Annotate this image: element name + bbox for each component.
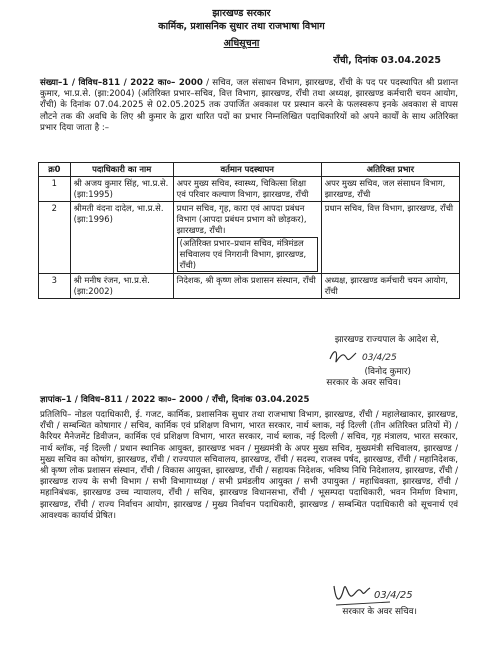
- department-title: कार्मिक, प्रशासनिक सुधार तथा राजभाषा विभाग: [158, 21, 325, 32]
- signature-date-2: 03/4/25: [374, 590, 413, 601]
- cell-posting: अपर मुख्य सचिव, स्वास्थ्य, चिकित्सा शिक्षा एवं परिवार कल्याण विभाग, झारखण्ड, राँची: [173, 177, 321, 202]
- table-header-row: [39, 163, 460, 177]
- memo-body: प्रतिलिपि– नोडल पदाधिकारी, ई. गजट, कार्मिक, प्रशासनिक सुधार तथा राजभाषा विभाग, झारखण्ड, राँची / महालेखाकार, झारखण्ड, राँची / सम्बन्धित कोषागार / सचिव, कार्मिक एवं प्रशिक्षण विभाग, भारत सरकार, नार्थ ब्लाक, नई दिल्ली (तीन अतिरिक्त प्रतियों में) / कैरियर मैनेजमेंट डिवीजन, कार्मिक एवं प्रशिक्षण विभाग, भारत सरकार, नार्थ ब्लाक, नई दिल्ली / सचिव, गृह मंत्रालय, भारत सरकार, नार्थ ब्लॉक, नई दिल्ली / प्रधान स्थानिक आयुक्त, झारखण्ड भवन / मुख्यमंत्री के अपर मुख्य सचिव, मुख्यमंत्री सचिवालय, झारखण्ड / मुख्य सचिव का कोषांग, झारखण्ड, राँची / राज्यपाल सचिवालय, झारखण्ड, राँची / सदस्य, राजस्व पर्षद, झारखण्ड, राँची / महानिदेशक, श्री कृष्ण लोक प्रशासन संस्थान, राँची / विकास आयुक्त, झारखण्ड, राँची / सहायक निदेशक, भविष्य निधि निदेशालय, झारखण्ड, राँची / झारखण्ड राज्य के सभी विभाग / सभी विभागाध्यक्ष / सभी प्रमंडलीय आयुक्त / सभी उपायुक्त / महाधिवक्ता, झारखण्ड, राँची / महानिबंधक, झारखण्ड उच्च न्यायालय, राँची / सचिव, झारखण्ड विधानसभा, राँची / भूसम्पदा पदाधिकारी, भवन निर्माण विभाग, झारखण्ड, राँची / राज्य निर्वाचन आयोग, झारखण्ड / मुख्य निर्वाचन पदाधिकारी, झारखण्ड / सम्बन्धित पदाधिकारी को सूचनार्थ एवं आवश्यक कार्यार्थ प्रेषित।: [40, 410, 458, 521]
- cell-sno: 1: [39, 177, 71, 202]
- cell-charge: अध्यक्ष, झारखण्ड कर्मचारी चयन आयोग, राँची: [321, 274, 459, 299]
- cell-name: श्रीमती वंदना दादेल, भा.प्र.से. (झा:1996): [70, 202, 173, 274]
- handwritten-signature-1: [326, 345, 398, 367]
- notification-heading: अधिसूचना: [223, 38, 260, 49]
- place-label: राँची, दिनांक: [333, 55, 381, 66]
- charge-table: [38, 162, 460, 299]
- notification-ref: संख्या–1 / विविध–811 / 2022 का०– 2000: [40, 78, 203, 88]
- place-date: [333, 53, 441, 66]
- col-header-sno: क्र0: [39, 163, 71, 177]
- notification-date: 03.04.2025: [380, 55, 441, 66]
- col-header-name: पदाधिकारी का नाम: [70, 163, 173, 177]
- col-header-charge: अतिरिक्त प्रभार: [321, 163, 459, 177]
- notification-paragraph: [40, 78, 458, 134]
- table-row: [39, 202, 460, 274]
- notification-body: / सचिव, जल संसाधन विभाग, झारखण्ड, राँची के पद पर पदस्थापित श्री प्रशान्त कुमार, भा.प्र.से. (झा:2004) (अतिरिक्त प्रभार–सचिव, वित्त विभाग, झारखण्ड, राँची तथा अध्यक्ष, झारखण्ड कर्मचारी चयन आयोग, राँची) के दिनांक 07.04.2025 से 02.05.2025 तक उपार्जित अवकाश पर प्रस्थान करने के फलस्वरूप इनके अवकाश से वापस लौटने तक की अवधि के लिए श्री कुमार के द्वारा धारित पदों का प्रभार निम्नलिखित पदाधिकारियों को अपने कार्यों के साथ अतिरिक्त प्रभार दिया जाता है :–: [40, 78, 458, 133]
- cell-charge: अपर मुख्य सचिव, जल संसाधन विभाग, झारखण्ड, राँची: [321, 177, 459, 202]
- cell-charge: प्रधान सचिव, वित्त विभाग, झारखण्ड, राँची: [321, 202, 459, 274]
- table-row: [39, 274, 460, 299]
- cell-posting: निदेशक, श्री कृष्ण लोक प्रशासन संस्थान, राँची: [173, 274, 321, 299]
- signatory-designation: सरकार के अवर सचिव।: [326, 378, 401, 388]
- signatory-name: (विनोद कुमार): [364, 367, 411, 377]
- cell-name: श्री मनीष रंजन, भा.प्र.से. (झा:2002): [70, 274, 173, 299]
- cell-sno: 2: [39, 202, 71, 274]
- govt-title: झारखण्ड सरकार: [212, 8, 271, 19]
- cell-posting: [173, 202, 321, 274]
- cell-name: श्री अजय कुमार सिंह, भा.प्र.से. (झा:1995): [70, 177, 173, 202]
- cell-sno: 3: [39, 274, 71, 299]
- col-header-posting: वर्तमान पदस्थापन: [173, 163, 321, 177]
- signature-date-1: 03/4/25: [362, 353, 397, 363]
- posting-additional: (अतिरिक्त प्रभार–प्रधान सचिव, मंत्रिमंडल सचिवालय एवं निगरानी विभाग, झारखण्ड, राँची): [177, 237, 318, 272]
- memo-ref: ज्ञापांक–1 / विविध–811 / 2022 का०– 2000 / राँची, दिनांक 03.04.2025: [40, 395, 310, 405]
- posting-main: प्रधान सचिव, गृह, कारा एवं आपदा प्रबंधन विभाग (आपदा प्रबंधन प्रभाग को छोड़कर), झारखण्ड, राँची।: [176, 203, 307, 235]
- by-order-line: झारखण्ड राज्यपाल के आदेश से,: [334, 335, 439, 345]
- memo-signatory-designation: सरकार के अवर सचिव।: [342, 607, 417, 617]
- table-row: [39, 177, 460, 202]
